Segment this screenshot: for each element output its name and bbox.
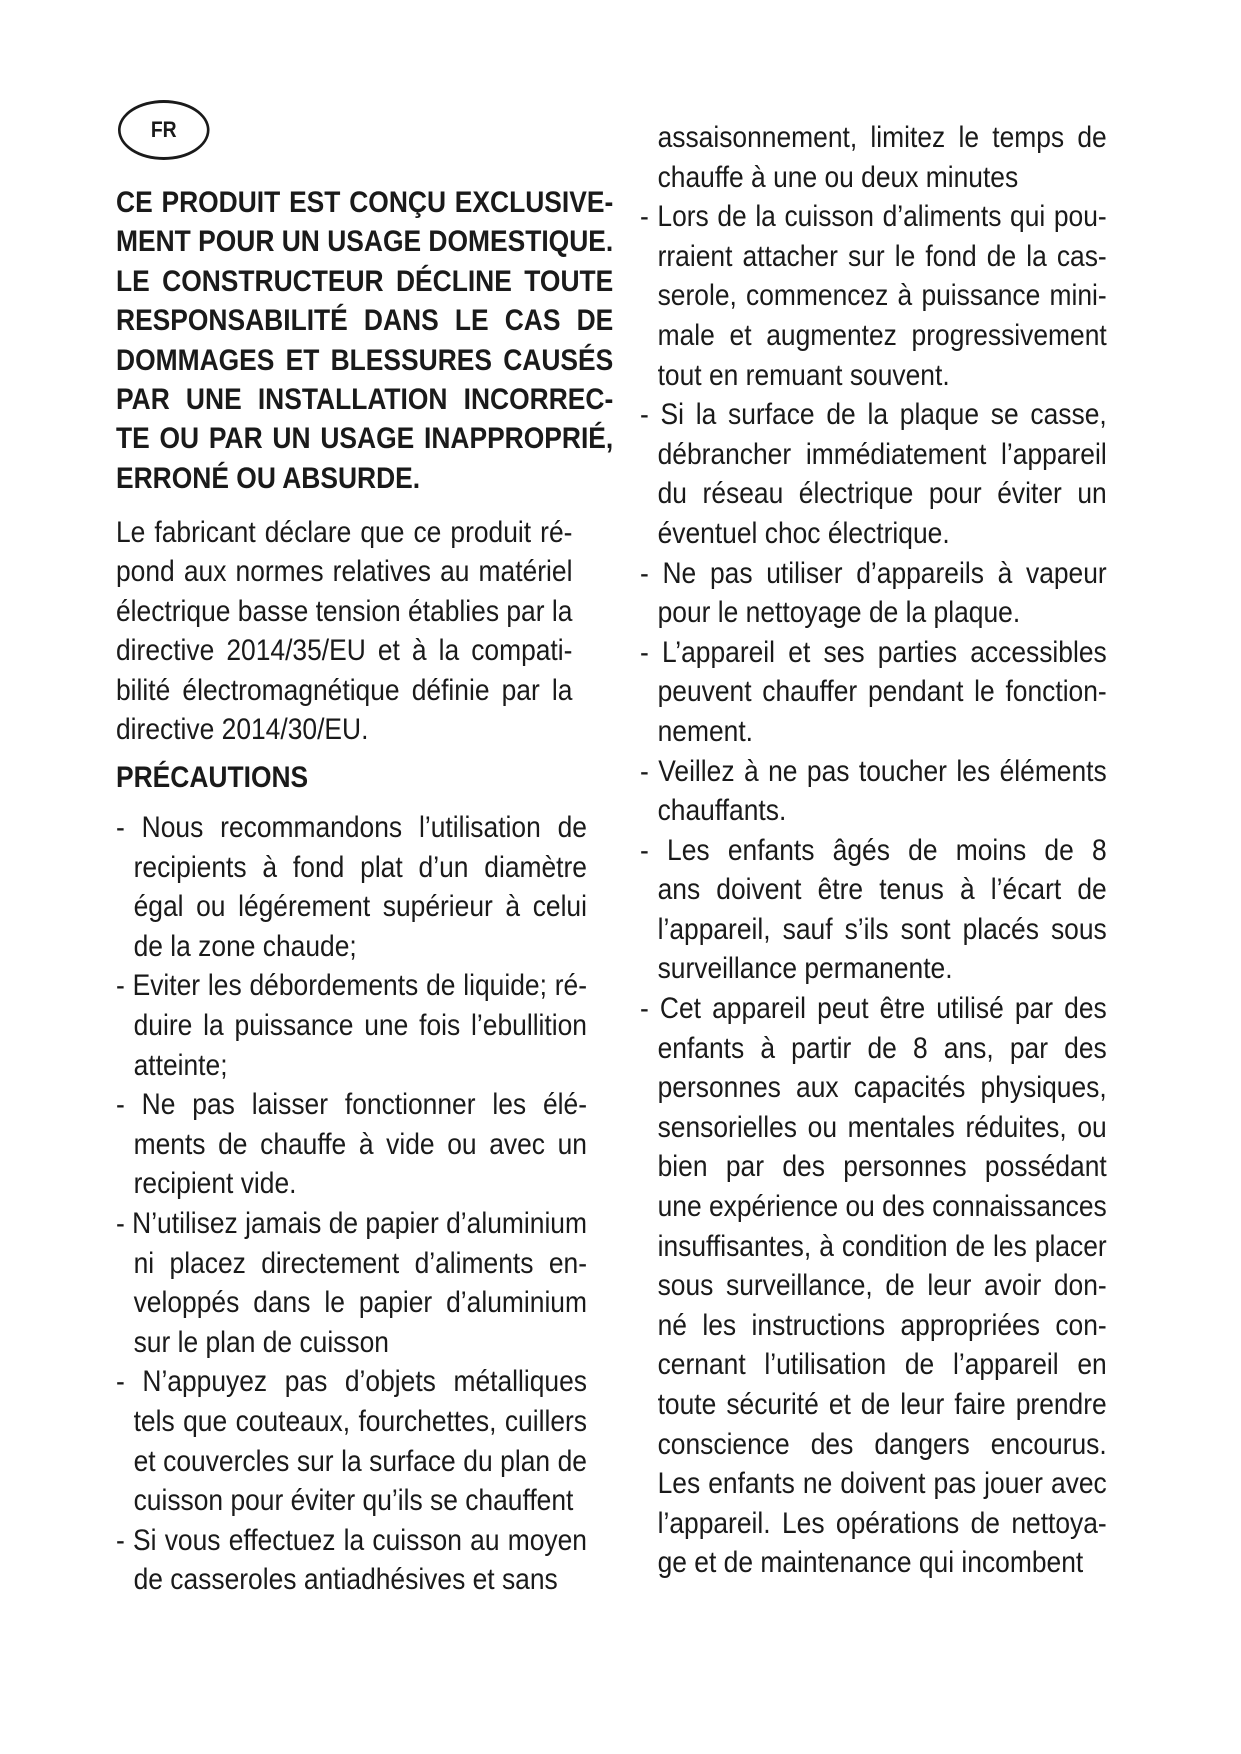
list-item-line: ments de chauffe à vide ou avec un: [133, 1127, 587, 1161]
precautions-list-left: [116, 808, 587, 1600]
list-item-line: Les enfants ne doivent pas jouer avec: [657, 1467, 1107, 1501]
warning-line: DOMMAGES ET BLESSURES CAUSÉS: [116, 343, 614, 377]
list-item-line: enfants à partir de 8 ans, par des: [657, 1031, 1107, 1065]
list-item-line: égal ou légérement supérieur à celui: [133, 890, 587, 924]
list-item-line: male et augmentez progressivement: [657, 318, 1107, 352]
list-item-line: ge et de maintenance qui incombent: [657, 1546, 1084, 1580]
list-item-line: - N’utilisez jamais de papier d’aluminium: [116, 1206, 587, 1240]
list-item-line: né les instructions appropriées con-: [657, 1308, 1107, 1342]
list-item-line: de casseroles antiadhésives et sans: [133, 1563, 558, 1597]
list-item-line: - N’appuyez pas d’objets métalliques: [116, 1365, 587, 1399]
list-item-line: personnes aux capacités physiques,: [657, 1071, 1107, 1105]
list-item-line: recipient vide.: [133, 1167, 297, 1201]
list-item: [640, 118, 1107, 197]
list-item-line: chauffe à une ou deux minutes: [657, 160, 1019, 194]
list-item-line: ans doivent être tenus à l’écart de: [657, 873, 1107, 907]
list-item-line: cernant l’utilisation de l’appareil en: [657, 1348, 1107, 1382]
list-item: [116, 1085, 587, 1204]
list-item-line: - L’appareil et ses parties accessibles: [640, 635, 1107, 669]
language-code: FR: [150, 117, 177, 142]
list-item-line: assaisonnement, limitez le temps de: [657, 121, 1107, 154]
list-item-line: - Ne pas laisser fonctionner les élé-: [116, 1088, 587, 1122]
list-item-line: cuisson pour éviter qu’ils se chauffent: [133, 1484, 574, 1518]
list-item-line: sensorielles ou mentales réduites, ou: [657, 1110, 1107, 1144]
list-item-line: surveillance permanente.: [657, 952, 953, 986]
warning-line: LE CONSTRUCTEUR DÉCLINE TOUTE: [116, 264, 614, 298]
warning-line: ERRONÉ OU ABSURDE.: [116, 461, 421, 495]
list-item-line: duire la puissance une fois l’ebullition: [133, 1008, 587, 1042]
list-item-line: - Eviter les débordements de liquide; ré-: [116, 969, 587, 1003]
list-item-line: pour le nettoyage de la plaque.: [657, 596, 1021, 630]
list-item-line: - Ne pas utiliser d’appareils à vapeur: [640, 556, 1107, 590]
list-item-line: insuffisantes, à condition de les placer: [657, 1229, 1107, 1263]
list-item-line: l’appareil, sauf s’ils sont placés sous: [657, 912, 1107, 946]
warning-line: MENT POUR UN USAGE DOMESTIQUE.: [116, 225, 614, 259]
list-item-line: peuvent chauffer pendant le fonction-: [657, 675, 1107, 709]
precautions-list-right: [640, 118, 1107, 1583]
list-item-line: chauffants.: [657, 794, 787, 828]
list-item-line: tout en remuant souvent.: [657, 358, 950, 392]
list-item-line: toute sécurité et de leur faire prendre: [657, 1388, 1107, 1421]
precautions-heading: PRÉCAUTIONS: [116, 761, 309, 794]
list-item: [640, 989, 1107, 1583]
warning-line: CE PRODUIT EST CONÇU EXCLUSIVE-: [116, 186, 614, 219]
declaration-line: pond aux normes relatives au matériel: [116, 555, 573, 589]
declaration-line: électrique basse tension établies par la: [116, 594, 573, 628]
warning-notice: [116, 183, 613, 498]
list-item: [116, 1204, 587, 1362]
language-badge: [118, 100, 210, 160]
list-item: [640, 633, 1107, 752]
list-item-line: sur le plan de cuisson: [133, 1325, 389, 1359]
declaration-line: Le fabricant déclare que ce produit ré-: [116, 516, 573, 549]
warning-line: RESPONSABILITÉ DANS LE CAS DE: [116, 304, 614, 338]
warning-line: TE OU PAR UN USAGE INAPPROPRIÉ,: [116, 422, 614, 456]
list-item: [640, 197, 1107, 395]
list-item-line: ni placez directement d’aliments en-: [133, 1246, 587, 1280]
list-item-line: veloppés dans le papier d’aluminium: [133, 1286, 587, 1320]
list-item-line: l’appareil. Les opérations de nettoya-: [657, 1506, 1107, 1540]
list-item: [116, 1521, 587, 1600]
list-item-line: nement.: [657, 714, 753, 748]
list-item: [116, 966, 587, 1085]
list-item-line: bien par des personnes possédant: [657, 1150, 1107, 1184]
list-item-line: - Lors de la cuisson d’aliments qui pou-: [640, 200, 1107, 234]
list-item-line: - Les enfants âgés de moins de 8: [640, 833, 1107, 867]
list-item-line: recipients à fond plat d’un diamètre: [133, 850, 587, 884]
declaration-line: directive 2014/30/EU.: [116, 713, 369, 747]
list-item: [640, 395, 1107, 553]
list-item-line: - Nous recommandons l’utilisation de: [116, 811, 587, 844]
list-item-line: du réseau électrique pour éviter un: [657, 477, 1107, 511]
list-item-line: tels que couteaux, fourchettes, cuillers: [133, 1404, 587, 1438]
list-item-line: débrancher immédiatement l’appareil: [657, 437, 1107, 471]
list-item-line: une expérience ou des connaissances: [657, 1190, 1107, 1224]
list-item-line: éventuel choc électrique.: [657, 516, 950, 550]
list-item-line: - Veillez à ne pas toucher les éléments: [640, 754, 1107, 788]
list-item-line: - Cet appareil peut être utilisé par des: [640, 992, 1107, 1026]
list-item-line: et couvercles sur la surface du plan de: [133, 1444, 587, 1478]
list-item-line: de la zone chaude;: [133, 929, 357, 963]
warning-line: PAR UNE INSTALLATION INCORREC-: [116, 383, 614, 417]
declaration-line: bilité électromagnétique définie par la: [116, 673, 573, 707]
list-item-line: atteinte;: [133, 1048, 228, 1082]
list-item-line: - Si la surface de la plaque se casse,: [640, 398, 1107, 432]
conformity-declaration: [116, 513, 572, 749]
list-item-line: - Si vous effectuez la cuisson au moyen: [116, 1523, 587, 1557]
list-item-line: conscience des dangers encourus.: [657, 1427, 1107, 1461]
list-item: [640, 554, 1107, 633]
list-item: [640, 752, 1107, 831]
list-item: [640, 831, 1107, 989]
list-item-line: rraient attacher sur le fond de la cas-: [657, 239, 1107, 273]
list-item: [116, 1362, 587, 1520]
list-item-line: sous surveillance, de leur avoir don-: [657, 1269, 1107, 1303]
declaration-line: directive 2014/35/EU et à la compati-: [116, 634, 573, 668]
list-item-line: serole, commencez à puissance mini-: [657, 279, 1107, 313]
list-item: [116, 808, 587, 966]
